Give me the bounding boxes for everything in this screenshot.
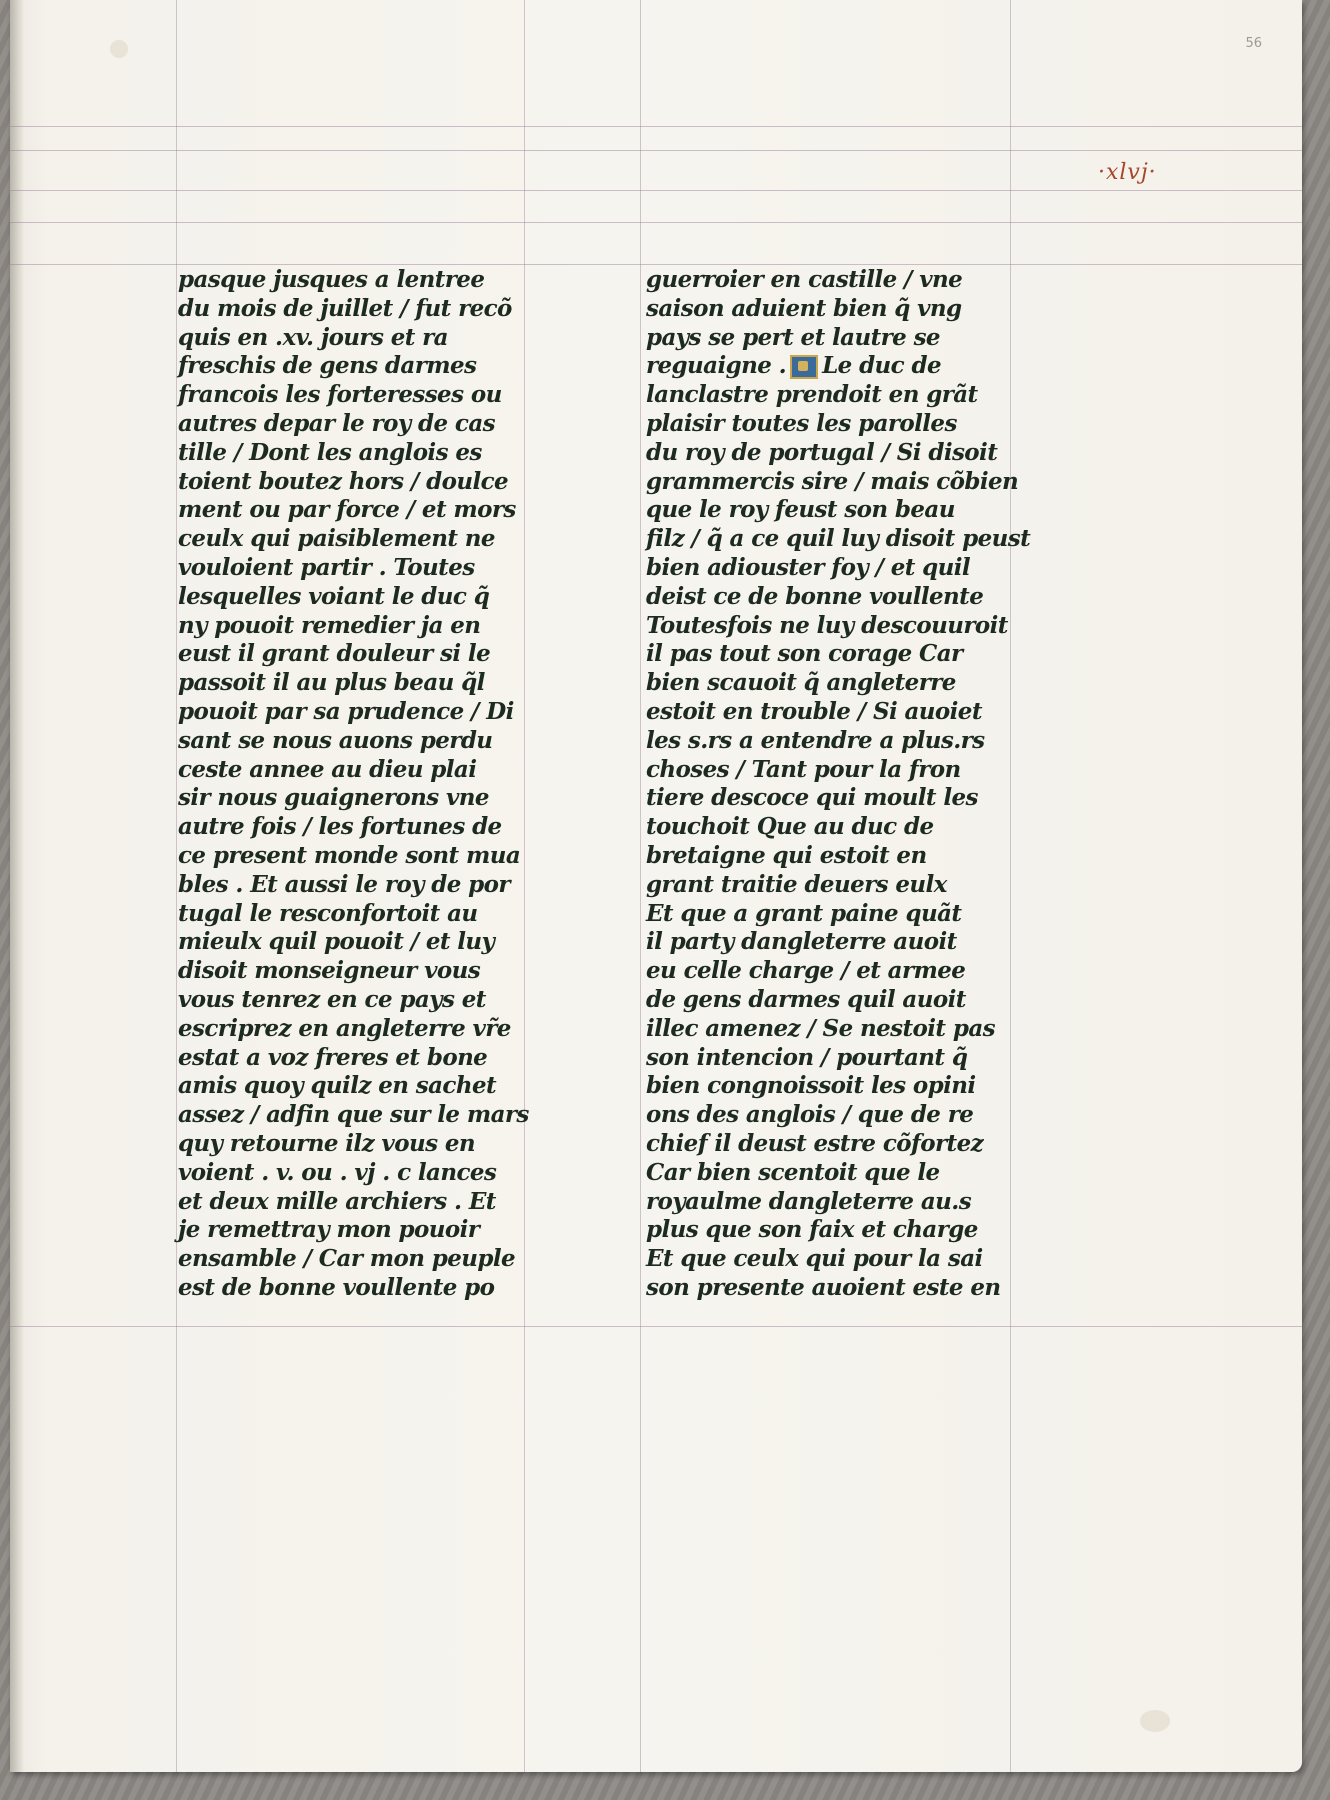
text-line: autres depar le roy de cas	[178, 409, 495, 437]
text-line: pays se pert et lautre se	[646, 323, 940, 351]
text-line: escriprez en angleterre vr̃e	[178, 1014, 511, 1042]
text-line: voient . v. ou . vj . c lances	[178, 1158, 497, 1186]
text-line: illec amenez / Se nestoit pas	[646, 1014, 995, 1042]
text-line: de gens darmes quil auoit	[646, 985, 966, 1013]
text-line: grammercis sire / mais cõbien	[646, 467, 1019, 495]
text-line	[646, 352, 1026, 381]
ruling-line	[640, 0, 641, 1772]
text-line: vouloient partir . Toutes	[178, 553, 475, 581]
text-line: estat a voz freres et bone	[178, 1043, 488, 1071]
text-line: sir nous guaignerons vne	[178, 784, 489, 812]
text-line: du mois de juillet / fut recõ	[178, 294, 512, 322]
text-line: touchoit Que au duc de	[646, 813, 934, 841]
ruling-line	[10, 126, 1302, 127]
text-line: ce present monde sont mua	[178, 841, 521, 869]
text-line: lesquelles voiant le duc q̃	[178, 582, 490, 610]
text-column-right	[646, 266, 1031, 1303]
text-line: grant traitie deuers eulx	[646, 870, 947, 898]
text-line: plaisir toutes les parolles	[646, 409, 957, 437]
ruling-line	[176, 0, 177, 1772]
text-line: il party dangleterre auoit	[646, 928, 957, 956]
text-line: il pas tout son corage Car	[646, 640, 963, 668]
ruling-line	[10, 150, 1302, 151]
text-line: amis quoy quilz en sachet	[178, 1072, 496, 1100]
text-line: deist ce de bonne voullente	[646, 582, 984, 610]
text-line: chief il deust estre cõfortez	[646, 1129, 984, 1157]
text-line: bles . Et aussi le roy de por	[178, 870, 510, 898]
running-header-mark: ·xlvj·	[1098, 160, 1157, 185]
text-line: vous tenrez en ce pays et	[178, 985, 486, 1013]
text-column-left	[178, 266, 548, 1303]
text-line: les s.rs a entendre a plus.rs	[646, 726, 985, 754]
text-line: son intencion / pourtant q̃	[646, 1043, 968, 1071]
text-line: royaulme dangleterre au.s	[646, 1187, 972, 1215]
text-line: disoit monseigneur vous	[178, 957, 481, 985]
text-line: pouoit par sa prudence / Di	[178, 697, 514, 725]
text-line: quis en .xv. jours et ra	[178, 323, 448, 351]
ruling-line	[10, 1326, 1302, 1327]
text-line: tille / Dont les anglois es	[178, 438, 482, 466]
text-line: eu celle charge / et armee	[646, 957, 966, 985]
text-line: Et que ceulx qui pour la sai	[646, 1245, 983, 1273]
parchment-stain	[110, 40, 128, 58]
illuminated-initial	[790, 355, 818, 379]
text-line: quy retourne ilz vous en	[178, 1129, 475, 1157]
text-line: tiere descoce qui moult les	[646, 784, 978, 812]
text-line: ment ou par force / et mors	[178, 496, 516, 524]
text-line: guerroier en castille / vne	[646, 266, 963, 293]
text-line: mieulx quil pouoit / et luy	[178, 928, 495, 956]
text-line: Toutesfois ne luy descouuroit	[646, 611, 1008, 639]
binding-gutter-shadow	[10, 0, 24, 1772]
text-line: estoit en trouble / Si auoiet	[646, 697, 982, 725]
text-line: ons des anglois / que de re	[646, 1101, 974, 1129]
text-line: assez / adfin que sur le mars	[178, 1101, 529, 1129]
text-line: bien scauoit q̃ angleterre	[646, 669, 956, 697]
text-segment: reguaigne .	[646, 352, 787, 380]
text-line: toient boutez hors / doulce	[178, 467, 509, 495]
text-line: francois les forteresses ou	[178, 381, 502, 409]
text-line: eust il grant douleur si le	[178, 640, 491, 668]
text-line: est de bonne voullente po	[178, 1273, 495, 1301]
text-line: du roy de portugal / Si disoit	[646, 438, 998, 466]
text-segment: Le duc de	[822, 352, 942, 380]
text-line: ny pouoit remedier ja en	[178, 611, 481, 639]
text-line: filz / q̃ a ce quil luy disoit peust	[646, 525, 1031, 553]
text-line: plus que son faix et charge	[646, 1216, 978, 1244]
text-line: tugal le resconfortoit au	[178, 899, 478, 927]
text-line: ensamble / Car mon peuple	[178, 1245, 516, 1273]
text-line: son presente auoient este en	[646, 1273, 1001, 1301]
text-line: et deux mille archiers . Et	[178, 1187, 496, 1215]
ruling-line	[10, 190, 1302, 191]
folio-number: 56	[1245, 36, 1262, 51]
text-line: saison aduient bien q̃ vng	[646, 294, 962, 322]
text-line: ceste annee au dieu plai	[178, 755, 477, 783]
text-line: passoit il au plus beau q̃l	[178, 669, 485, 697]
text-line: bretaigne qui estoit en	[646, 841, 927, 869]
text-line: choses / Tant pour la fron	[646, 755, 961, 783]
text-line: pasque jusques a lentree	[178, 266, 485, 293]
parchment-stain	[1140, 1710, 1170, 1732]
text-line: Et que a grant paine quãt	[646, 899, 962, 927]
text-line: Car bien scentoit que le	[646, 1158, 940, 1186]
text-line: bien adiouster foy / et quil	[646, 553, 971, 581]
text-line: freschis de gens darmes	[178, 352, 477, 380]
text-line: lanclastre prendoit en grãt	[646, 381, 978, 409]
text-line: je remettray mon pouoir	[178, 1216, 480, 1244]
ruling-line	[10, 222, 1302, 223]
manuscript-page	[10, 0, 1302, 1772]
text-line: autre fois / les fortunes de	[178, 813, 502, 841]
ruling-line	[10, 264, 1302, 265]
text-line: que le roy feust son beau	[646, 496, 955, 524]
text-line: sant se nous auons perdu	[178, 726, 493, 754]
text-line: bien congnoissoit les opini	[646, 1072, 976, 1100]
text-line: ceulx qui paisiblement ne	[178, 525, 495, 553]
